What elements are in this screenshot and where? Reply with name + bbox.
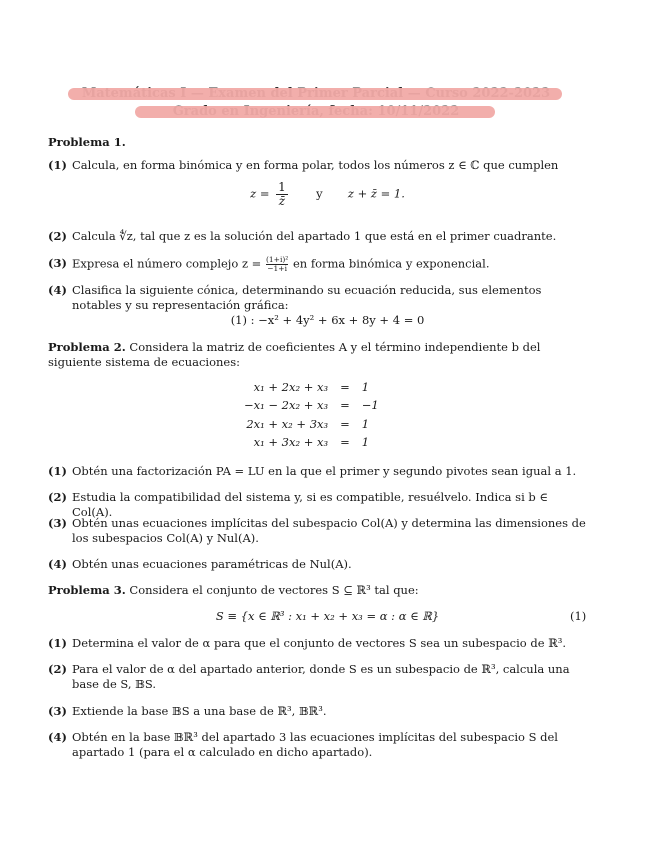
problem-1-item-3 [48, 256, 588, 273]
problem-3-item-3 [48, 704, 588, 719]
item-number: (2) [48, 229, 67, 243]
problem-3-intro [48, 583, 588, 598]
item-number: (4) [48, 283, 67, 297]
item-text-b: en forma binómica y exponencial. [292, 256, 490, 271]
row-rhs: 1 [361, 435, 370, 450]
item-number: (2) [48, 662, 67, 676]
item-number: (4) [48, 730, 67, 744]
row-lhs: −x₁ − 2x₂ + x₃ [244, 398, 329, 413]
equation-tag: (1) [570, 609, 587, 623]
complex-fraction [266, 256, 288, 273]
problem-1-equation [0, 181, 655, 208]
item-text: Obtén unas ecuaciones implícitas del subespacio Col(A) y determina las dimensiones de los subespacios Col(A) y Nul(A). [72, 516, 586, 545]
eq-and: y [316, 186, 323, 201]
item-number: (3) [48, 256, 67, 270]
item-number: (1) [48, 636, 67, 650]
item-text: Estudia la compatibilidad del sistema y, si es compatible, resuélvelo. Indica si b ∈ Col(A). [72, 490, 548, 519]
row-lhs: x₁ + 3x₂ + x₃ [253, 435, 329, 450]
problem-3-item-1 [48, 636, 588, 651]
item-text [72, 256, 588, 273]
set-definition-equation [0, 609, 655, 624]
problem-3-item-4 [48, 730, 588, 760]
problem-1-title: Problema 1. [48, 135, 126, 149]
problem-2-intro [48, 340, 588, 370]
item-number: (4) [48, 557, 67, 571]
redaction-bar-line2 [135, 106, 495, 118]
eq-lhs: z = [250, 186, 270, 201]
system-row [238, 415, 385, 434]
eq-frac-den: z̄ [278, 194, 286, 208]
equation-system [238, 378, 385, 452]
item-text-a: Expresa el número complejo z = [72, 256, 262, 271]
item-text: Para el valor de α del apartado anterior, donde S es un subespacio de ℝ³, calcula una base de S, 𝔹S. [72, 662, 570, 691]
item-text: Calcula, en forma binómica y en forma polar, todos los números z ∈ ℂ que cumplen [72, 158, 559, 172]
problem-1-item-2 [48, 229, 588, 244]
item-number: (3) [48, 704, 67, 718]
set-equation: S ≡ {x ∈ ℝ³ : x₁ + x₂ + x₃ = α : α ∈ ℝ} [215, 609, 440, 623]
row-eq: = [340, 398, 350, 413]
system-row [238, 378, 385, 397]
item-text: Extiende la base 𝔹S a una base de ℝ³, 𝔹ℝ³. [72, 704, 327, 718]
row-rhs: −1 [361, 398, 379, 413]
problem-1-item-4 [48, 283, 588, 313]
redaction-bar-line1 [68, 88, 562, 100]
row-rhs: 1 [361, 416, 370, 431]
system-row [238, 397, 385, 416]
item-text: Obtén una factorización PA = LU en la que el primer y segundo pivotes sean igual a 1. [72, 464, 577, 478]
problem-2-intro-text: Considera la matriz de coeficientes A y el término independiente b del siguiente sistema de ecuaciones: [48, 340, 541, 369]
row-lhs: x₁ + 2x₂ + x₃ [253, 379, 329, 394]
eq-frac-num: 1 [278, 180, 286, 194]
item-text: Obtén unas ecuaciones paramétricas de Nul(A). [72, 557, 352, 571]
problem-2-item-3 [48, 516, 588, 546]
complex-frac-den: −1+i [267, 264, 287, 273]
row-eq: = [340, 435, 350, 450]
problem-3-title: Problema 3. [48, 583, 126, 597]
row-eq: = [340, 416, 350, 431]
problem-3-intro-text: Considera el conjunto de vectores S ⊆ ℝ³ tal que: [129, 583, 419, 597]
row-lhs: 2x₁ + x₂ + 3x₃ [246, 416, 329, 431]
item-number: (2) [48, 490, 67, 504]
row-eq: = [340, 379, 350, 394]
problem-3-item-2 [48, 662, 588, 692]
eq-fraction [276, 181, 288, 208]
item-text: Calcula ∜z, tal que z es la solución del apartado 1 que está en el primer cuadrante. [72, 229, 557, 243]
item-number: (1) [48, 158, 67, 172]
problem-2-item-4 [48, 557, 588, 572]
eq-rhs: z + z̄ = 1. [347, 186, 405, 201]
conic-equation: (1) : −x² + 4y² + 6x + 8y + 4 = 0 [230, 313, 425, 327]
system-row [238, 434, 385, 453]
item-number: (3) [48, 516, 67, 530]
item-text: Determina el valor de α para que el conjunto de vectores S sea un subespacio de ℝ³. [72, 636, 567, 650]
problem-2-title: Problema 2. [48, 340, 126, 354]
row-rhs: 1 [361, 379, 370, 394]
problem-1-item-1 [48, 158, 588, 173]
item-text: Obtén en la base 𝔹ℝ³ del apartado 3 las ecuaciones implícitas del subespacio S del apartado 1 (para el α calculado en dicho apartado). [72, 730, 558, 759]
complex-frac-num: (1+i)² [265, 255, 289, 264]
item-number: (1) [48, 464, 67, 478]
problem-2-item-1 [48, 464, 588, 479]
item-text: Clasifica la siguiente cónica, determinando su ecuación reducida, sus elementos notables y su representación gráfica: [72, 283, 542, 312]
